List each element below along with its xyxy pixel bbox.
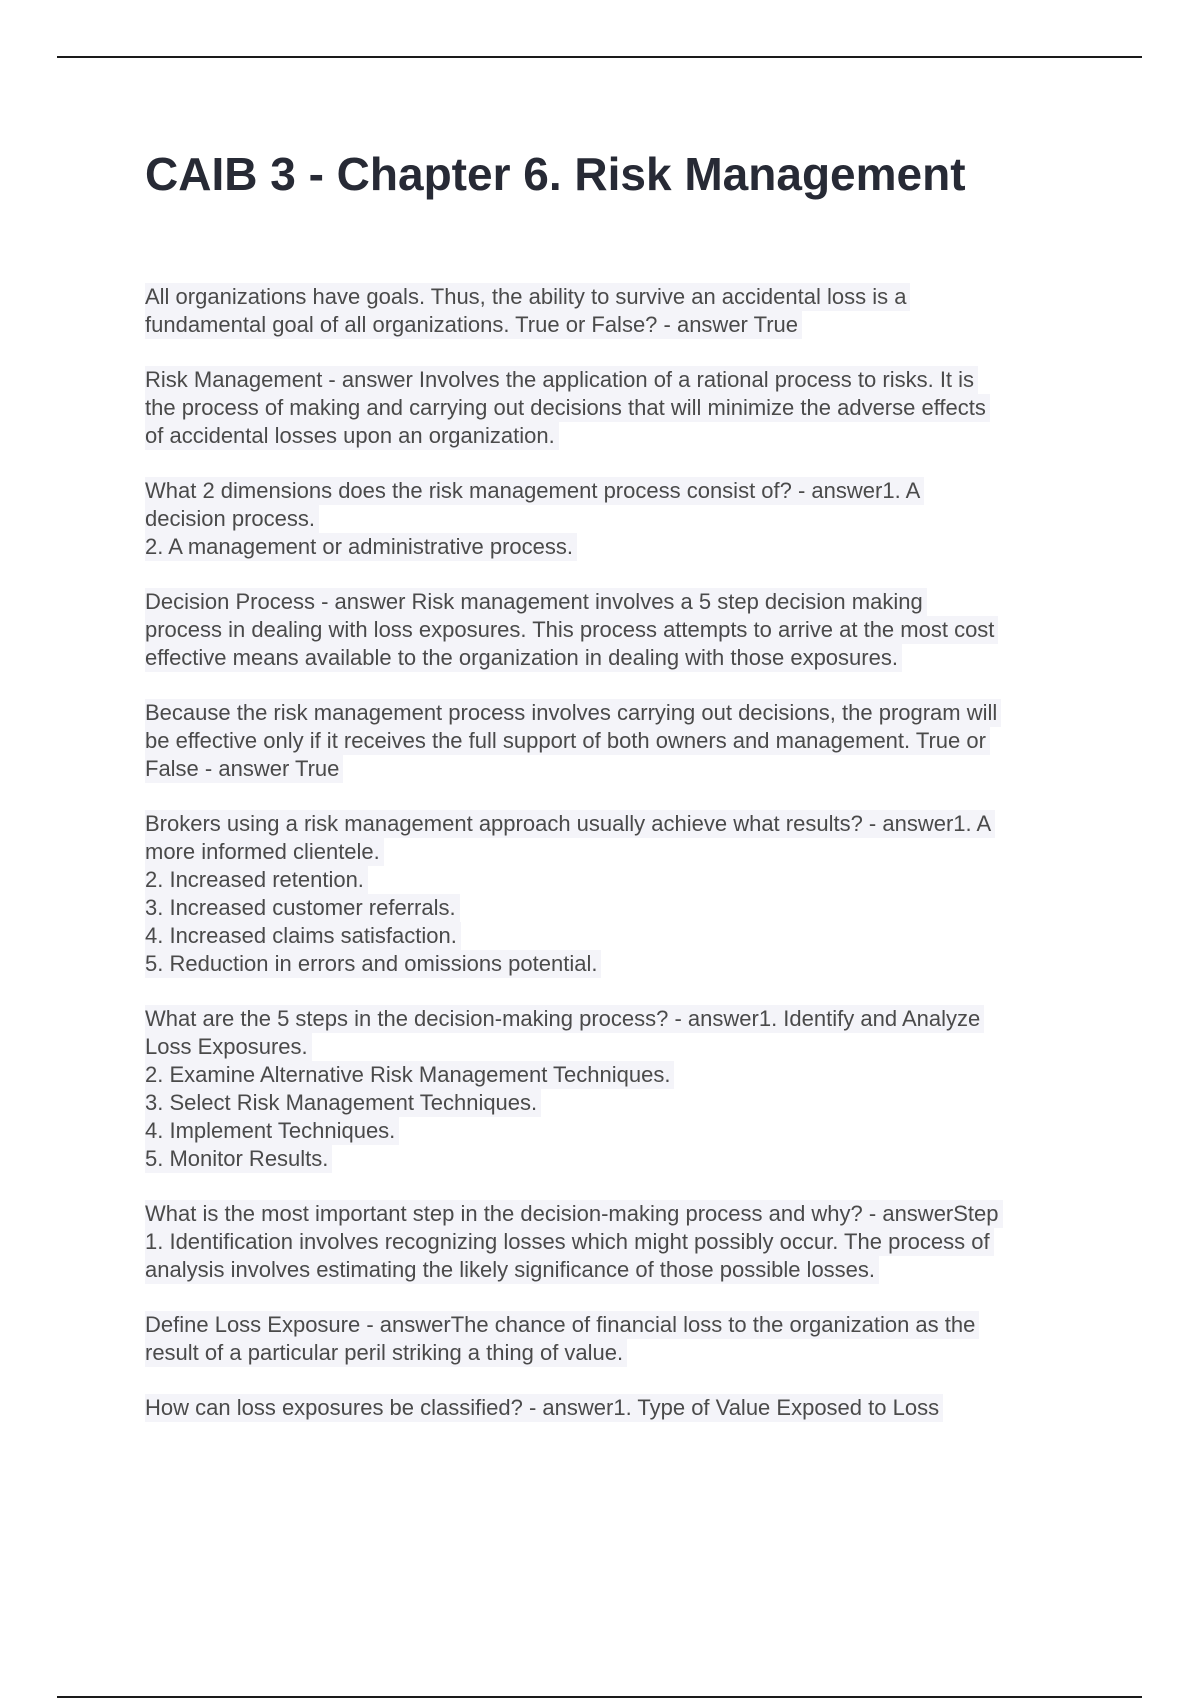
qa-line: analysis involves estimating the likely significance of those possible losses. — [145, 1256, 879, 1284]
qa-line: Loss Exposures. — [145, 1033, 312, 1061]
qa-line: 4. Increased claims satisfaction. — [145, 922, 461, 950]
qa-item — [145, 810, 1090, 978]
qa-line: 4. Implement Techniques. — [145, 1117, 399, 1145]
qa-line: How can loss exposures be classified? - answer1. Type of Value Exposed to Loss — [145, 1394, 943, 1422]
qa-line: What is the most important step in the decision-making process and why? - answerStep — [145, 1200, 1003, 1228]
qa-line: 3. Select Risk Management Techniques. — [145, 1089, 541, 1117]
qa-line: the process of making and carrying out decisions that will minimize the adverse effects — [145, 394, 990, 422]
qa-line: 2. A management or administrative process. — [145, 533, 577, 561]
qa-line: What are the 5 steps in the decision-making process? - answer1. Identify and Analyze — [145, 1005, 984, 1033]
qa-line: Decision Process - answer Risk management involves a 5 step decision making — [145, 588, 927, 616]
qa-item — [145, 1200, 1090, 1284]
top-rule — [57, 56, 1142, 58]
qa-line: more informed clientele. — [145, 838, 384, 866]
qa-item — [145, 699, 1090, 783]
qa-line: result of a particular peril striking a thing of value. — [145, 1339, 627, 1367]
bottom-rule — [57, 1696, 1142, 1698]
qa-line: 5. Monitor Results. — [145, 1145, 332, 1173]
qa-item — [145, 588, 1090, 672]
page-title: CAIB 3 - Chapter 6. Risk Management — [145, 148, 966, 200]
qa-line: of accidental losses upon an organization. — [145, 422, 559, 450]
qa-item — [145, 1005, 1090, 1173]
qa-line: 1. Identification involves recognizing losses which might possibly occur. The process of — [145, 1228, 994, 1256]
qa-list — [145, 283, 1090, 1449]
qa-line: Risk Management - answer Involves the application of a rational process to risks. It is — [145, 366, 978, 394]
qa-line: Define Loss Exposure - answerThe chance of financial loss to the organization as the — [145, 1311, 979, 1339]
qa-line: decision process. — [145, 505, 319, 533]
qa-line: process in dealing with loss exposures. This process attempts to arrive at the most cost — [145, 616, 998, 644]
qa-line: 3. Increased customer referrals. — [145, 894, 460, 922]
qa-line: effective means available to the organization in dealing with those exposures. — [145, 644, 902, 672]
qa-item — [145, 477, 1090, 561]
qa-line: Brokers using a risk management approach usually achieve what results? - answer1. A — [145, 810, 995, 838]
qa-line: All organizations have goals. Thus, the ability to survive an accidental loss is a — [145, 283, 910, 311]
qa-line: 5. Reduction in errors and omissions potential. — [145, 950, 601, 978]
qa-line: 2. Examine Alternative Risk Management Techniques. — [145, 1061, 674, 1089]
qa-line: What 2 dimensions does the risk management process consist of? - answer1. A — [145, 477, 924, 505]
qa-line: Because the risk management process involves carrying out decisions, the program will — [145, 699, 1001, 727]
qa-item — [145, 366, 1090, 450]
qa-item — [145, 283, 1090, 339]
qa-line: 2. Increased retention. — [145, 866, 368, 894]
qa-line: be effective only if it receives the full support of both owners and management. True or — [145, 727, 990, 755]
qa-item — [145, 1394, 1090, 1422]
qa-item — [145, 1311, 1090, 1367]
qa-line: fundamental goal of all organizations. True or False? - answer True — [145, 311, 802, 339]
qa-line: False - answer True — [145, 755, 343, 783]
